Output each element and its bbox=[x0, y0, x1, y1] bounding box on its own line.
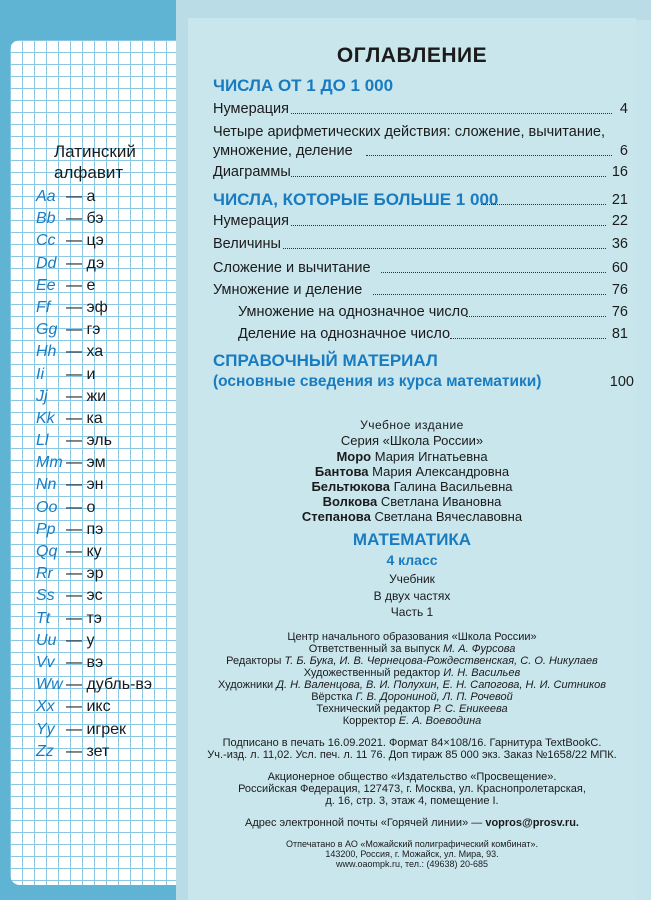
hotline-label: Адрес электронной почты «Горячей линии» — bbox=[245, 817, 483, 829]
author-surname: Бельтюкова bbox=[311, 479, 390, 494]
edition-type: Учебное издание bbox=[360, 418, 464, 432]
alphabet-pronunciation: — гэ bbox=[66, 321, 101, 339]
art-editor-row bbox=[188, 667, 636, 679]
toc-entry-label: Деление на однозначное число bbox=[238, 326, 451, 342]
alphabet-letter-pair: Ii bbox=[36, 365, 44, 383]
alphabet-pronunciation: — дубль-вэ bbox=[66, 676, 153, 694]
hotline-row bbox=[188, 817, 636, 829]
section-heading-3-line1: СПРАВОЧНЫЙ МАТЕРИАЛ bbox=[213, 351, 438, 370]
alphabet-row bbox=[36, 208, 176, 230]
alphabet-pronunciation: — цэ bbox=[66, 232, 104, 250]
alphabet-letter-pair: Cc bbox=[36, 232, 56, 250]
alphabet-pronunciation: — ха bbox=[66, 343, 104, 361]
alphabet-row bbox=[36, 452, 176, 474]
alphabet-title-line1: Латинский bbox=[54, 142, 136, 161]
alphabet-letter-pair: Nn bbox=[36, 476, 57, 494]
toc-entry-page: 21 bbox=[611, 192, 628, 208]
toc-entry-page: 36 bbox=[611, 236, 628, 252]
alphabet-letter-pair: Ss bbox=[36, 587, 55, 605]
art-editor-label: Художественный редактор bbox=[303, 667, 441, 679]
publisher-line-2: Российская Федерация, 127473, г. Москва, ул. Краснопролетарская, bbox=[238, 783, 586, 795]
tech-editor-name: Р. С. Еникеева bbox=[433, 703, 508, 715]
section-heading-2: ЧИСЛА, КОТОРЫЕ БОЛЬШЕ 1 000 bbox=[213, 190, 499, 209]
alphabet-title-line2: алфавит bbox=[54, 163, 124, 182]
section-heading-3-row bbox=[213, 372, 634, 392]
alphabet-letter-pair: Xx bbox=[36, 698, 55, 716]
toc-entry-page: 81 bbox=[611, 326, 628, 342]
art-editor-name: И. Н. Васильев bbox=[443, 667, 521, 679]
toc-entry-page: 6 bbox=[619, 143, 628, 159]
author-name: Светлана Ивановна bbox=[380, 494, 502, 509]
toc-entry bbox=[213, 280, 628, 300]
alphabet-pronunciation: — игрек bbox=[66, 720, 127, 738]
alphabet-letter-pair: Uu bbox=[36, 631, 57, 649]
alphabet-row bbox=[36, 386, 176, 408]
alphabet-letter-pair: Qq bbox=[36, 543, 58, 560]
corrector-label: Корректор bbox=[342, 715, 396, 727]
alphabet-row bbox=[36, 541, 176, 563]
tech-editor-row bbox=[188, 703, 636, 715]
publisher-line-3: д. 16, стр. 3, этаж 4, помещение I. bbox=[325, 795, 499, 807]
alphabet-letter-pair: Vv bbox=[36, 653, 55, 671]
alphabet-row bbox=[36, 696, 176, 718]
editors-row bbox=[188, 655, 636, 667]
alphabet-pronunciation: — а bbox=[66, 188, 96, 205]
alphabet-pronunciation: — зет bbox=[66, 742, 110, 760]
alphabet-row bbox=[36, 408, 176, 430]
toc-leader-dots bbox=[381, 272, 606, 273]
alphabet-letter-pair: Rr bbox=[36, 565, 53, 583]
corrector-name: Е. А. Воеводина bbox=[398, 715, 482, 727]
alphabet-pronunciation: — пэ bbox=[66, 520, 104, 538]
alphabet-letter-pair: Oo bbox=[36, 498, 58, 516]
grade: 4 класс bbox=[386, 552, 438, 568]
alphabet-pronunciation: — о bbox=[66, 498, 96, 516]
toc-entry-label: Сложение и вычитание bbox=[213, 260, 371, 276]
alphabet-pronunciation: — жи bbox=[66, 387, 107, 405]
alphabet-letter-pair: Jj bbox=[36, 387, 48, 405]
author-name: Мария Александровна bbox=[372, 464, 510, 479]
alphabet-letter-pair: Kk bbox=[36, 409, 55, 427]
print-info-1: Подписано в печать 16.09.2021. Формат 84×108/16. Гарнитура TextBookC. bbox=[222, 737, 602, 749]
toc-entry-label: Четыре арифметических действия: сложение, вычитание, bbox=[213, 124, 606, 140]
toc-entry bbox=[238, 324, 628, 344]
toc-leader-dots bbox=[283, 248, 606, 249]
artists-label: Художники bbox=[217, 679, 274, 691]
toc-entry-label: Нумерация bbox=[213, 213, 289, 229]
printer-line-2: 143200, Россия, г. Можайск, ул. Мира, 93. bbox=[325, 849, 499, 859]
alphabet-row bbox=[36, 719, 176, 741]
toc-entry-page: 60 bbox=[611, 260, 628, 276]
hotline-email: vopros@prosv.ru. bbox=[485, 817, 579, 829]
author bbox=[188, 464, 636, 479]
alphabet-letter-pair: Hh bbox=[36, 343, 57, 361]
artists-row bbox=[188, 679, 636, 691]
editors-names: Т. Б. Бука, И. В. Чернецова-Рождественская, С. О. Никулаев bbox=[284, 655, 598, 667]
author bbox=[188, 479, 636, 494]
tech-editor-label: Технический редактор bbox=[316, 703, 431, 715]
alphabet-row bbox=[36, 474, 176, 496]
alphabet-row bbox=[36, 319, 176, 341]
author bbox=[188, 494, 636, 509]
alphabet-letter-pair: Ee bbox=[36, 276, 56, 294]
parts: В двух частях bbox=[373, 589, 451, 603]
toc-leader-dots bbox=[450, 338, 606, 339]
toc-entry bbox=[213, 162, 628, 182]
alphabet-row bbox=[36, 630, 176, 652]
author-name: Мария Игнатьевна bbox=[374, 449, 488, 464]
corrector-row bbox=[188, 715, 636, 727]
editors-label: Редакторы bbox=[226, 655, 282, 667]
author-surname: Бантова bbox=[314, 464, 369, 479]
alphabet-row bbox=[36, 230, 176, 252]
author-surname: Моро bbox=[336, 449, 372, 464]
author bbox=[188, 509, 636, 524]
toc-entry-label: Умножение на однозначное число bbox=[238, 304, 469, 320]
layout-names: Г. В. Дорониной, Л. П. Рочевой bbox=[355, 691, 513, 703]
responsible-name: М. А. Фурсова bbox=[442, 643, 516, 655]
alphabet-pronunciation: — у bbox=[66, 631, 95, 649]
alphabet-row bbox=[36, 741, 176, 763]
alphabet-letter-pair: Aa bbox=[36, 188, 56, 205]
layout-label: Вёрстка bbox=[311, 691, 353, 703]
alphabet-pronunciation: — дэ bbox=[66, 254, 105, 272]
alphabet-letter-pair: Mm bbox=[36, 454, 63, 472]
author bbox=[188, 449, 636, 464]
author-surname: Волкова bbox=[322, 494, 378, 509]
alphabet-letter-pair: Ff bbox=[36, 298, 51, 316]
alphabet-row bbox=[36, 186, 176, 208]
toc-leader-dots bbox=[373, 294, 606, 295]
alphabet-letter-pair: Bb bbox=[36, 210, 56, 228]
toc-entry-page: 76 bbox=[611, 304, 628, 320]
toc-entry-label: Диаграммы bbox=[213, 164, 291, 180]
center-name: Центр начального образования «Школа России» bbox=[287, 631, 537, 643]
author-name: Светлана Вячеславовна bbox=[374, 509, 523, 524]
printer-line-3: www.oaompk.ru, тел.: (49638) 20-685 bbox=[335, 859, 489, 869]
toc-entry-page: 16 bbox=[611, 164, 628, 180]
artists-names: Д. Н. Валенцова, В. И. Полухин, Е. Н. Сапогова, Н. И. Ситников bbox=[276, 679, 607, 691]
responsible-row bbox=[188, 643, 636, 655]
toc-leader-dots bbox=[466, 316, 606, 317]
alphabet-title bbox=[54, 141, 154, 183]
toc-entry-page: 22 bbox=[611, 213, 628, 229]
alphabet-row bbox=[36, 608, 176, 630]
alphabet-letter-pair: Pp bbox=[36, 520, 56, 538]
series: Серия «Школа России» bbox=[340, 433, 484, 448]
alphabet-pronunciation: — эн bbox=[66, 476, 104, 494]
page-title: ОГЛАВЛЕНИЕ bbox=[336, 44, 488, 67]
alphabet-row bbox=[36, 430, 176, 452]
alphabet-pronunciation: — вэ bbox=[66, 653, 104, 671]
alphabet-pronunciation: — эс bbox=[66, 587, 103, 605]
toc-entry-label: Умножение и деление bbox=[213, 282, 363, 298]
authors-list bbox=[188, 449, 636, 524]
author-surname: Степанова bbox=[301, 509, 371, 524]
section-heading-3-line2: (основные сведения из курса математики) bbox=[213, 373, 542, 390]
toc-entry-page: 4 bbox=[619, 101, 628, 117]
responsible-label: Ответственный за выпуск bbox=[308, 643, 440, 655]
alphabet-row bbox=[36, 297, 176, 319]
toc-entry-label: Нумерация bbox=[213, 101, 289, 117]
toc-leader-dots bbox=[291, 225, 606, 226]
section-heading-1: ЧИСЛА ОТ 1 ДО 1 000 bbox=[213, 76, 394, 95]
toc-entry-label: Величины bbox=[213, 236, 281, 252]
imprint bbox=[188, 418, 636, 869]
printer-line-1: Отпечатано в АО «Можайский полиграфический комбинат». bbox=[286, 839, 538, 849]
alphabet-pronunciation: — эр bbox=[66, 565, 104, 583]
alphabet-pronunciation: — икс bbox=[66, 698, 111, 716]
alphabet-letter-pair: Ll bbox=[36, 432, 49, 450]
alphabet-pronunciation: — эль bbox=[66, 432, 112, 450]
publisher-line-1: Акционерное общество «Издательство «Просвещение». bbox=[267, 771, 557, 783]
alphabet-row bbox=[36, 519, 176, 541]
toc-entry bbox=[213, 258, 628, 278]
alphabet-letter-pair: Dd bbox=[36, 254, 57, 272]
alphabet-pronunciation: — эм bbox=[66, 454, 106, 472]
alphabet-letter-pair: Zz bbox=[36, 742, 54, 760]
alphabet-list bbox=[36, 186, 176, 763]
book-title: МАТЕМАТИКА bbox=[352, 530, 472, 549]
alphabet-row bbox=[36, 341, 176, 363]
alphabet-row bbox=[36, 364, 176, 386]
toc-entry bbox=[213, 211, 628, 231]
alphabet-pronunciation: — бэ bbox=[66, 210, 104, 228]
contents-page bbox=[188, 18, 636, 900]
part: Часть 1 bbox=[390, 605, 434, 619]
alphabet-pronunciation: — ку bbox=[66, 543, 102, 560]
layout-row bbox=[188, 691, 636, 703]
alphabet-letter-pair: Tt bbox=[36, 609, 51, 627]
section-heading-2-row bbox=[213, 190, 628, 210]
toc-entry bbox=[213, 141, 628, 161]
alphabet-row bbox=[36, 585, 176, 607]
alphabet-row bbox=[36, 674, 176, 696]
alphabet-pronunciation: — е bbox=[66, 276, 96, 294]
alphabet-row bbox=[36, 253, 176, 275]
alphabet-row bbox=[36, 652, 176, 674]
alphabet-pronunciation: — эф bbox=[66, 298, 108, 316]
alphabet-letter-pair: Yy bbox=[36, 720, 55, 738]
alphabet-pronunciation: — ка bbox=[66, 409, 103, 427]
alphabet-letter-pair: Ww bbox=[36, 676, 63, 694]
toc-leader-dots bbox=[291, 176, 606, 177]
alphabet-row bbox=[36, 497, 176, 519]
toc-leader-dots bbox=[291, 113, 612, 114]
toc-leader-dots bbox=[481, 204, 606, 205]
toc-entry bbox=[213, 99, 628, 119]
toc-entry-page: 100 bbox=[609, 374, 634, 390]
author-name: Галина Васильевна bbox=[393, 479, 513, 494]
toc-entry bbox=[213, 234, 628, 254]
toc-entry-page: 76 bbox=[611, 282, 628, 298]
alphabet-row bbox=[36, 563, 176, 585]
print-info-2: Уч.-изд. л. 11,02. Усл. печ. л. 11 76. Доп тираж 85 000 экз. Заказ №1658/22 МПК. bbox=[207, 749, 617, 761]
alphabet-letter-pair: Gg bbox=[36, 321, 58, 339]
alphabet-pronunciation: — тэ bbox=[66, 609, 102, 627]
toc-leader-dots bbox=[366, 155, 612, 156]
alphabet-row bbox=[36, 275, 176, 297]
toc-entry-label: умножение, деление bbox=[213, 143, 353, 159]
alphabet-pronunciation: — и bbox=[66, 365, 96, 383]
book-type: Учебник bbox=[389, 572, 435, 586]
toc-entry bbox=[238, 302, 628, 322]
toc-entry bbox=[213, 122, 628, 142]
